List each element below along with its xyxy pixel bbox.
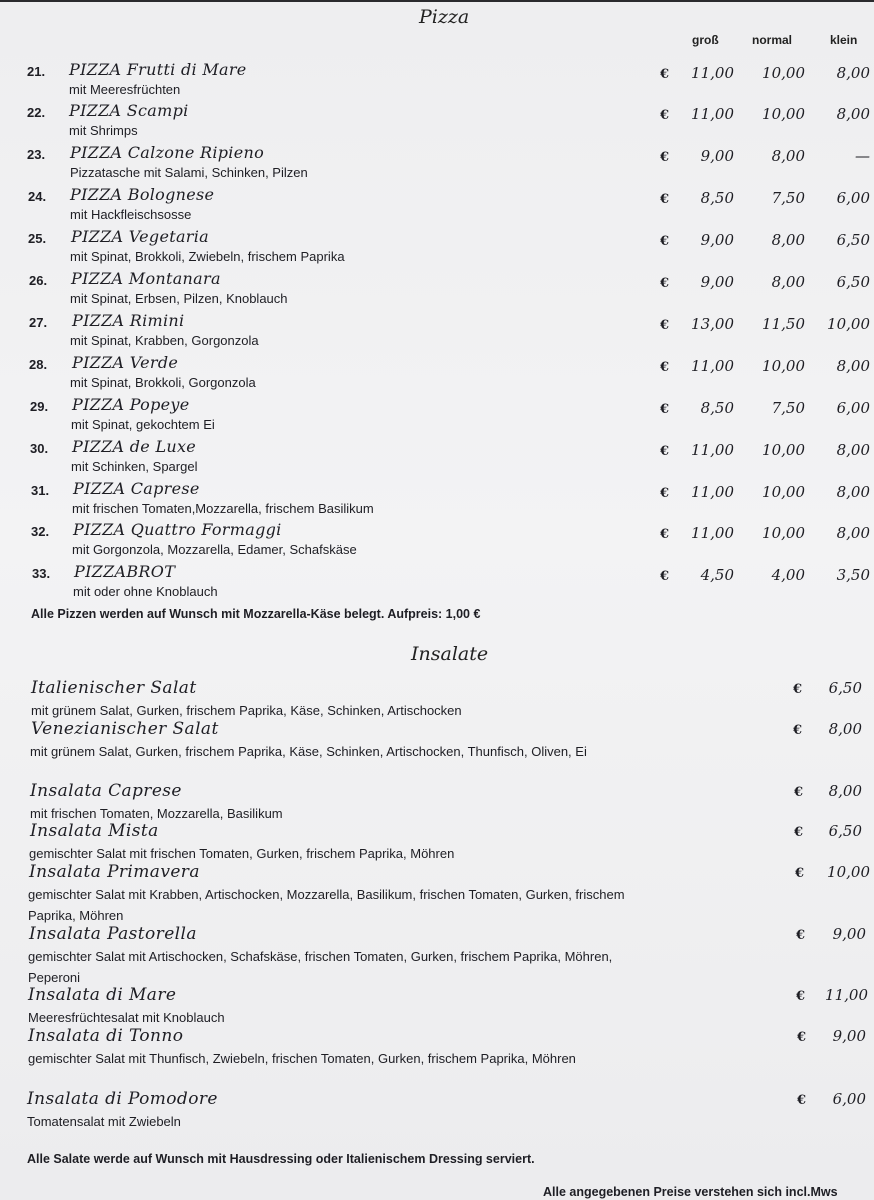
pizza-item: [0, 101, 874, 146]
price-gross: 9,00: [700, 231, 734, 249]
pizza-item: [0, 479, 874, 524]
item-description: mit grünem Salat, Gurken, frischem Paprika, Käse, Schinken, Artischocken, Thunfisch, Oliven, Ei: [30, 744, 587, 759]
item-number: 26.: [29, 273, 48, 288]
pizza-item: [0, 311, 874, 356]
item-name: PIZZABROT: [74, 562, 176, 581]
price-klein: 6,00: [836, 189, 870, 207]
item-name: PIZZA Popeye: [72, 395, 190, 414]
item-description: gemischter Salat mit Krabben, Artischocken, Mozzarella, Basilikum, frischen Tomaten, Gurken, frischem Paprika, Möhren: [28, 887, 625, 923]
item-price: 6,00: [832, 1090, 866, 1108]
item-description: mit grünem Salat, Gurken, frischem Paprika, Käse, Schinken, Artischocken: [31, 703, 462, 718]
currency-symbol: €: [794, 825, 804, 840]
currency-symbol: €: [660, 276, 670, 291]
price-normal: 10,00: [762, 441, 805, 459]
price-gross: 11,00: [691, 105, 734, 123]
price-normal: 8,00: [771, 147, 805, 165]
currency-symbol: €: [660, 67, 670, 82]
price-normal: 8,00: [771, 231, 805, 249]
currency-symbol: €: [660, 192, 670, 207]
item-description: mit Spinat, Krabben, Gorgonzola: [70, 333, 259, 348]
salads-note: Alle Salate werde auf Wunsch mit Hausdressing oder Italienischem Dressing serviert.: [27, 1152, 535, 1166]
currency-symbol: €: [793, 723, 803, 738]
pizza-item: [0, 395, 874, 440]
item-price: 6,50: [828, 822, 862, 840]
item-name: PIZZA Quattro Formaggi: [73, 520, 282, 539]
price-klein: 10,00: [827, 315, 870, 333]
pizza-item: [0, 185, 874, 230]
currency-symbol: €: [795, 866, 805, 881]
item-number: 21.: [27, 64, 46, 79]
currency-symbol: €: [660, 318, 670, 333]
currency-symbol: €: [660, 360, 670, 375]
currency-symbol: €: [660, 402, 670, 417]
currency-symbol: €: [660, 234, 670, 249]
price-gross: 11,00: [691, 441, 734, 459]
item-description: mit Spinat, Erbsen, Pilzen, Knoblauch: [70, 291, 288, 306]
item-description: gemischter Salat mit Artischocken, Schafskäse, frischen Tomaten, Gurken, frischem Paprika, Möhren, Peperoni: [28, 949, 613, 985]
item-description: mit Spinat, gekochtem Ei: [71, 417, 215, 432]
price-klein: 8,00: [836, 357, 870, 375]
item-description: mit Spinat, Brokkoli, Zwiebeln, frischem Paprika: [70, 249, 345, 264]
item-description: Pizzatasche mit Salami, Schinken, Pilzen: [70, 165, 308, 180]
price-normal: 4,00: [771, 566, 805, 584]
item-price: 6,50: [828, 679, 862, 697]
price-klein: 6,50: [836, 273, 870, 291]
item-number: 29.: [30, 399, 49, 414]
item-name: Insalata di Pomodore: [27, 1089, 218, 1109]
price-klein: —: [855, 147, 870, 165]
price-gross: 11,00: [691, 357, 734, 375]
item-description: mit frischen Tomaten, Mozzarella, Basilikum: [30, 806, 283, 821]
price-normal: 10,00: [762, 357, 805, 375]
currency-symbol: €: [660, 108, 670, 123]
price-normal: 7,50: [771, 189, 805, 207]
pizza-item: [0, 520, 874, 565]
item-description: mit Spinat, Brokkoli, Gorgonzola: [70, 375, 256, 390]
price-gross: 8,50: [700, 399, 734, 417]
currency-symbol: €: [660, 569, 670, 584]
item-number: 24.: [28, 189, 47, 204]
currency-symbol: €: [660, 150, 670, 165]
item-number: 30.: [30, 441, 49, 456]
item-description: mit Meeresfrüchten: [69, 82, 181, 97]
currency-symbol: €: [660, 486, 670, 501]
pizza-item: [0, 227, 874, 272]
item-description: mit oder ohne Knoblauch: [73, 584, 218, 599]
item-description: mit Gorgonzola, Mozzarella, Edamer, Schafskäse: [72, 542, 357, 557]
price-normal: 11,50: [762, 315, 805, 333]
item-name: PIZZA Scampi: [69, 101, 189, 120]
pizza-item: [0, 562, 874, 607]
currency-symbol: €: [797, 1030, 807, 1045]
pizza-item: [0, 437, 874, 482]
item-name: Insalata Mista: [30, 821, 159, 841]
currency-symbol: €: [660, 444, 670, 459]
item-number: 28.: [29, 357, 48, 372]
item-number: 25.: [28, 231, 47, 246]
item-name: PIZZA Caprese: [73, 479, 200, 498]
item-description: Tomatensalat mit Zwiebeln: [27, 1114, 181, 1129]
price-gross: 9,00: [700, 273, 734, 291]
item-description: mit Shrimps: [69, 123, 138, 138]
item-name: Insalata Primavera: [29, 862, 200, 882]
item-price: 9,00: [832, 1027, 866, 1045]
item-name: PIZZA Frutti di Mare: [69, 60, 247, 79]
item-number: 31.: [31, 483, 50, 498]
price-klein: 8,00: [836, 441, 870, 459]
item-price: 11,00: [825, 986, 868, 1004]
price-gross: 11,00: [691, 483, 734, 501]
currency-symbol: €: [797, 1093, 807, 1108]
item-name: PIZZA Bolognese: [70, 185, 215, 204]
currency-symbol: €: [796, 989, 806, 1004]
price-klein: 8,00: [836, 483, 870, 501]
footer-note: Alle angegebenen Preise verstehen sich incl.Mws: [543, 1185, 838, 1199]
currency-symbol: €: [793, 682, 803, 697]
item-price: 8,00: [828, 782, 862, 800]
price-klein: 3,50: [836, 566, 870, 584]
item-name: Insalata di Tonno: [28, 1026, 184, 1046]
item-price: 9,00: [832, 925, 866, 943]
price-normal: 10,00: [762, 64, 805, 82]
item-name: PIZZA Montanara: [71, 269, 221, 288]
item-description: mit Schinken, Spargel: [71, 459, 198, 474]
column-header-gross: groß: [692, 33, 719, 47]
item-name: Italienischer Salat: [31, 678, 197, 698]
item-price: 10,00: [827, 863, 870, 881]
price-normal: 10,00: [762, 524, 805, 542]
item-price: 8,00: [828, 720, 862, 738]
salads-section-title: Insalate: [411, 643, 489, 665]
item-name: PIZZA Calzone Ripieno: [70, 143, 265, 162]
pizza-item: [0, 143, 874, 188]
price-klein: 6,00: [836, 399, 870, 417]
item-number: 27.: [29, 315, 48, 330]
item-name: Venezianischer Salat: [31, 719, 219, 739]
price-klein: 6,50: [836, 231, 870, 249]
pizza-item: [0, 353, 874, 398]
item-name: Insalata Pastorella: [29, 924, 197, 944]
item-description: gemischter Salat mit frischen Tomaten, Gurken, frischem Paprika, Möhren: [29, 846, 455, 861]
item-name: PIZZA de Luxe: [72, 437, 197, 456]
price-klein: 8,00: [836, 105, 870, 123]
price-normal: 8,00: [771, 273, 805, 291]
price-normal: 10,00: [762, 105, 805, 123]
pizza-note: Alle Pizzen werden auf Wunsch mit Mozzarella-Käse belegt. Aufpreis: 1,00 €: [31, 607, 481, 621]
item-number: 32.: [31, 524, 50, 539]
price-gross: 9,00: [700, 147, 734, 165]
pizza-item: [0, 60, 874, 105]
price-gross: 13,00: [691, 315, 734, 333]
currency-symbol: €: [796, 928, 806, 943]
item-name: PIZZA Verde: [72, 353, 179, 372]
item-name: PIZZA Rimini: [72, 311, 185, 330]
column-header-normal: normal: [752, 33, 793, 47]
item-number: 22.: [27, 105, 46, 120]
currency-symbol: €: [660, 527, 670, 542]
item-number: 33.: [32, 566, 51, 581]
price-klein: 8,00: [836, 524, 870, 542]
item-name: PIZZA Vegetaria: [71, 227, 209, 246]
item-description: gemischter Salat mit Thunfisch, Zwiebeln, frischen Tomaten, Gurken, frischem Paprika, Möhren: [28, 1051, 576, 1066]
column-header-klein: klein: [830, 33, 858, 47]
item-description: mit frischen Tomaten,Mozzarella, frischem Basilikum: [72, 501, 374, 516]
item-description: Meeresfrüchtesalat mit Knoblauch: [28, 1010, 225, 1025]
top-rule: [0, 0, 874, 2]
price-gross: 8,50: [700, 189, 734, 207]
price-normal: 7,50: [771, 399, 805, 417]
pizza-section-title: Pizza: [419, 6, 470, 28]
item-description: mit Hackfleischsosse: [70, 207, 192, 222]
item-name: Insalata di Mare: [28, 985, 177, 1005]
price-normal: 10,00: [762, 483, 805, 501]
price-gross: 4,50: [700, 566, 734, 584]
pizza-item: [0, 269, 874, 314]
price-gross: 11,00: [691, 64, 734, 82]
item-number: 23.: [27, 147, 46, 162]
currency-symbol: €: [794, 785, 804, 800]
item-name: Insalata Caprese: [30, 781, 182, 801]
price-gross: 11,00: [691, 524, 734, 542]
price-klein: 8,00: [836, 64, 870, 82]
